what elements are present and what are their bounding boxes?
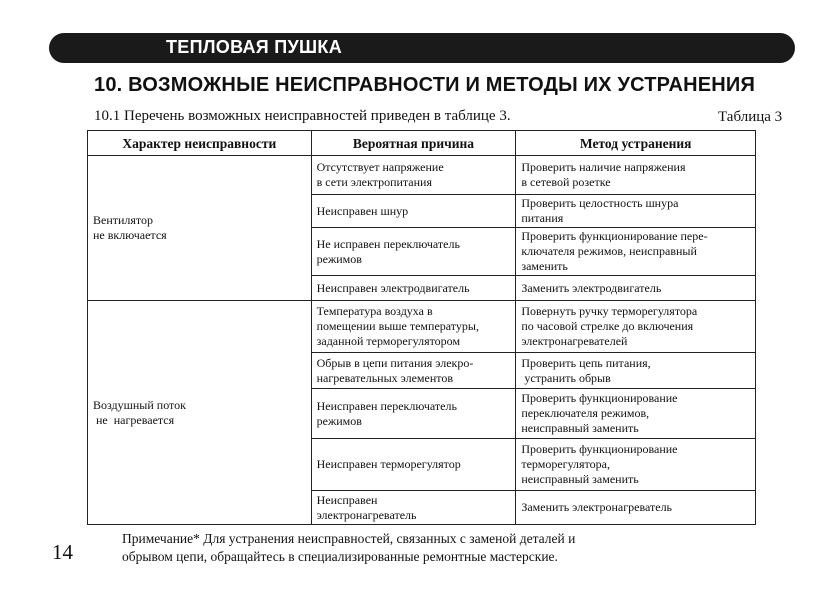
remedy-cell: Заменить электронагреватель: [516, 491, 756, 525]
cause-cell: Отсутствует напряжение в сети электропитания: [311, 156, 516, 195]
cause-cell: Неисправен электродвигатель: [311, 276, 516, 301]
cause-cell: Неисправен терморегулятор: [311, 439, 516, 491]
intro-text: 10.1 Перечень возможных неисправностей приведен в таблице 3.: [94, 108, 511, 124]
remedy-cell: Проверить наличие напряжения в сетевой розетке: [516, 156, 756, 195]
remedy-cell: Проверить функционирование переключателя режимов, неисправный заменить: [516, 389, 756, 439]
remedy-cell: Повернуть ручку терморегулятора по часовой стрелке до включения электронагревателей: [516, 301, 756, 353]
footnote: [122, 530, 575, 566]
troubleshooting-table: [87, 130, 756, 525]
footnote-line: обрывом цепи, обращайтесь в специализированные ремонтные мастерские.: [122, 549, 558, 564]
cause-cell: Не исправен переключатель режимов: [311, 228, 516, 276]
header-banner: [49, 33, 795, 63]
table-row: [88, 156, 756, 195]
section-title: 10. ВОЗМОЖНЫЕ НЕИСПРАВНОСТИ И МЕТОДЫ ИХ УСТРАНЕНИЯ: [94, 74, 756, 96]
header-fault: Характер неисправности: [88, 131, 312, 156]
table-row: [88, 301, 756, 353]
page-number: 14: [52, 540, 73, 564]
remedy-cell: Заменить электродвигатель: [516, 276, 756, 301]
table-header-row: [88, 131, 756, 156]
header-remedy: Метод устранения: [516, 131, 756, 156]
remedy-cell: Проверить целостность шнура питания: [516, 195, 756, 228]
footnote-line: Примечание* Для устранения неисправностей, связанных с заменой деталей и: [122, 531, 576, 546]
fault-cell: Воздушный поток не нагревается: [88, 301, 312, 525]
cause-cell: Неисправен переключатель режимов: [311, 389, 516, 439]
table-label: Таблица 3: [718, 109, 783, 125]
cause-cell: Обрыв в цепи питания элекро- нагревательных элементов: [311, 353, 516, 389]
cause-cell: Температура воздуха в помещении выше температуры, заданной терморегулятором: [311, 301, 516, 353]
cause-cell: Неисправен электронагреватель: [311, 491, 516, 525]
remedy-cell: Проверить функционирование пере- ключателя режимов, неисправный заменить: [516, 228, 756, 276]
header-cause: Вероятная причина: [311, 131, 516, 156]
remedy-cell: Проверить цепь питания, устранить обрыв: [516, 353, 756, 389]
fault-cell: Вентилятор не включается: [88, 156, 312, 301]
document-title: ТЕПЛОВАЯ ПУШКА: [166, 37, 343, 57]
cause-cell: Неисправен шнур: [311, 195, 516, 228]
remedy-cell: Проверить функционирование терморегулятора, неисправный заменить: [516, 439, 756, 491]
